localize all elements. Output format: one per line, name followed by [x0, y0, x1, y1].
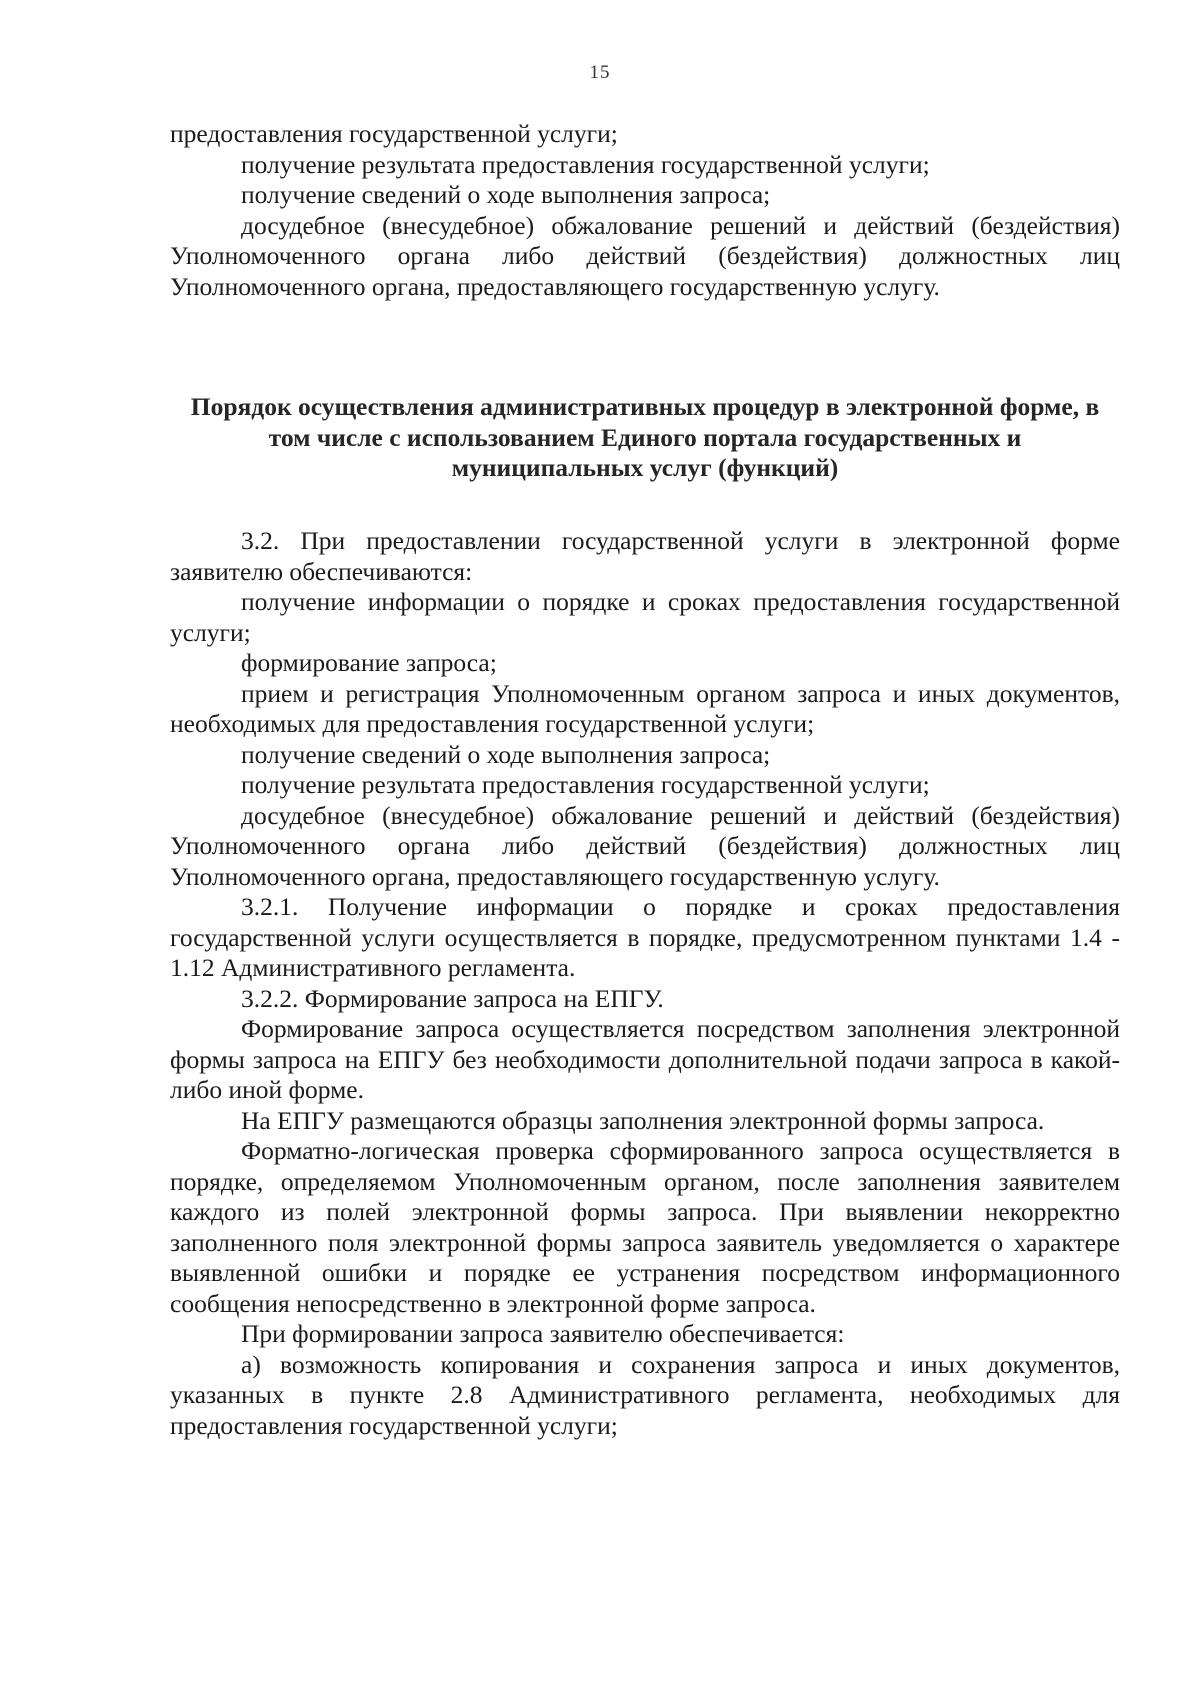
paragraph: При формировании запроса заявителю обеспечивается: [241, 1319, 845, 1348]
paragraph: получение сведений о ходе выполнения запроса; [241, 180, 771, 209]
paragraph: 3.2.1. Получение информации о порядке и сроках предоставления государственной услуги осуществляется в порядке, предусмотренном пунктами 1.4 - 1.12 Административного регламента. [170, 892, 1120, 982]
paragraph: Форматно-логическая проверка сформированного запроса осуществляется в порядке, определяемом Уполномоченным органом, после заполнения заявителем каждого из полей электронной формы запроса. При выявлении некорректно заполненного поля электронной формы запроса заявитель уведомляется о характере выявленной ошибки и порядке ее устранения посредством информационного сообщения непосредственно в электронной форме запроса. [170, 1136, 1120, 1318]
continued-list [170, 119, 1120, 302]
paragraph: получение информации о порядке и сроках предоставления государственной услуги; [170, 587, 1120, 647]
page-number: 15 [589, 62, 611, 83]
section-body [170, 526, 1120, 1441]
paragraph: получение результата предоставления государственной услуги; [241, 149, 930, 179]
paragraph: получение результата предоставления государственной услуги; [241, 770, 930, 799]
paragraph: предоставления государственной услуги; [170, 119, 618, 148]
section-heading: Порядок осуществления административных процедур в электронной форме, в том числе с использованием Единого портала государственных и муниципальных услуг (функций) [190, 392, 1100, 482]
paragraph: 3.2. При предоставлении государственной услуги в электронной форме заявителю обеспечиваются: [170, 526, 1120, 586]
paragraph: 3.2.2. Формирование запроса на ЕПГУ. [241, 983, 664, 1013]
paragraph: Формирование запроса осуществляется посредством заполнения электронной формы запроса на ЕПГУ без необходимости дополнительной подачи запроса в какой-либо иной форме. [170, 1014, 1120, 1104]
paragraph: получение сведений о ходе выполнения запроса; [241, 739, 771, 769]
paragraph: а) возможность копирования и сохранения запроса и иных документов, указанных в пункте 2.8 Административного регламента, необходимых для предоставления государственной услуги; [170, 1349, 1120, 1440]
paragraph: прием и регистрация Уполномоченным органом запроса и иных документов, необходимых для предоставления государственной услуги; [170, 678, 1120, 738]
paragraph: досудебное (внесудебное) обжалование решений и действий (бездействия) Уполномоченного органа либо действий (бездействия) должностных лиц Уполномоченного органа, предоставляющего государственную услугу. [170, 210, 1120, 301]
paragraph: формирование запроса; [241, 648, 497, 677]
paragraph: На ЕПГУ размещаются образцы заполнения электронной формы запроса. [241, 1105, 1045, 1135]
paragraph: досудебное (внесудебное) обжалование решений и действий (бездействия) Уполномоченного органа либо действий (бездействия) должностных лиц Уполномоченного органа, предоставляющего государственную услугу. [170, 800, 1120, 891]
